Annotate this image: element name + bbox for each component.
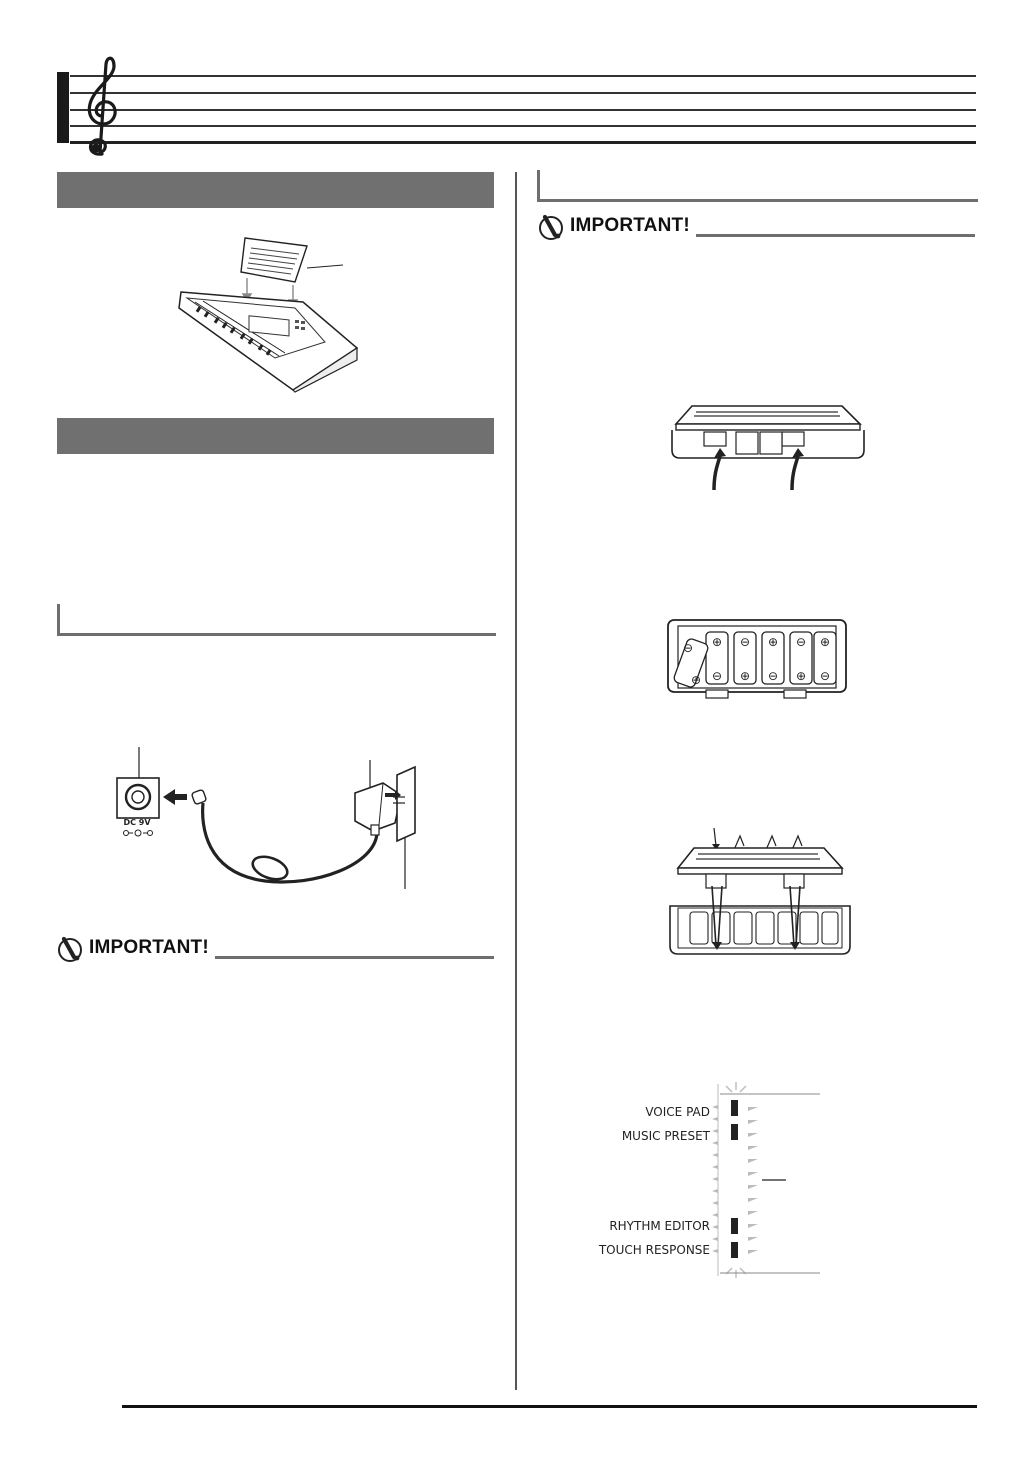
- svg-text:⊕: ⊕: [711, 635, 723, 649]
- important-notice: [57, 932, 494, 966]
- lcd-label-touch-response: TOUCH RESPONSE: [598, 1243, 710, 1257]
- staff-line: [70, 75, 976, 77]
- lcd-label-rhythm-editor: RHYTHM EDITOR: [609, 1219, 710, 1233]
- battery-cover-removal-illustration: [668, 402, 868, 492]
- staff-line: [70, 141, 976, 144]
- svg-text:⊕: ⊕: [819, 635, 831, 649]
- section-heading-rule: [537, 170, 978, 202]
- staff-line: [70, 125, 976, 127]
- lcd-label-music-preset: MUSIC PRESET: [621, 1129, 710, 1143]
- battery-cover-replacement-illustration: [666, 828, 852, 958]
- exclamation-icon: [538, 213, 564, 241]
- svg-text:⊖: ⊖: [682, 641, 694, 655]
- svg-text:⊖: ⊖: [795, 635, 807, 649]
- staff-block: [57, 72, 69, 143]
- important-rule: [696, 234, 975, 237]
- section-header-bar: [57, 172, 494, 208]
- important-notice: [538, 210, 975, 244]
- staff-line: [70, 109, 976, 111]
- important-rule: [215, 956, 494, 959]
- svg-text:⊕: ⊕: [739, 669, 751, 683]
- svg-text:⊖: ⊖: [711, 669, 723, 683]
- battery-compartment-illustration: [666, 618, 848, 702]
- lcd-indicator-illustration: [712, 1080, 822, 1280]
- dc-jack-label: DC 9V: [123, 818, 151, 827]
- svg-text:⊖: ⊖: [819, 669, 831, 683]
- treble-clef-icon: [76, 52, 126, 162]
- svg-text:⊖: ⊖: [739, 635, 751, 649]
- important-label: IMPORTANT!: [570, 215, 690, 236]
- important-label: IMPORTANT!: [89, 937, 209, 958]
- column-divider: [515, 172, 517, 1390]
- footer-rule: [122, 1405, 977, 1408]
- svg-text:⊕: ⊕: [795, 669, 807, 683]
- keyboard-music-stand-illustration: [175, 230, 365, 395]
- exclamation-icon: [57, 935, 83, 963]
- svg-text:⊕: ⊕: [767, 635, 779, 649]
- section-header-bar: [57, 418, 494, 454]
- lcd-label-voice-pad: VOICE PAD: [645, 1105, 710, 1119]
- svg-text:⊖: ⊖: [767, 669, 779, 683]
- svg-text:⊕: ⊕: [690, 673, 702, 687]
- staff-line: [70, 92, 976, 94]
- subsection-heading-rule: [57, 604, 496, 636]
